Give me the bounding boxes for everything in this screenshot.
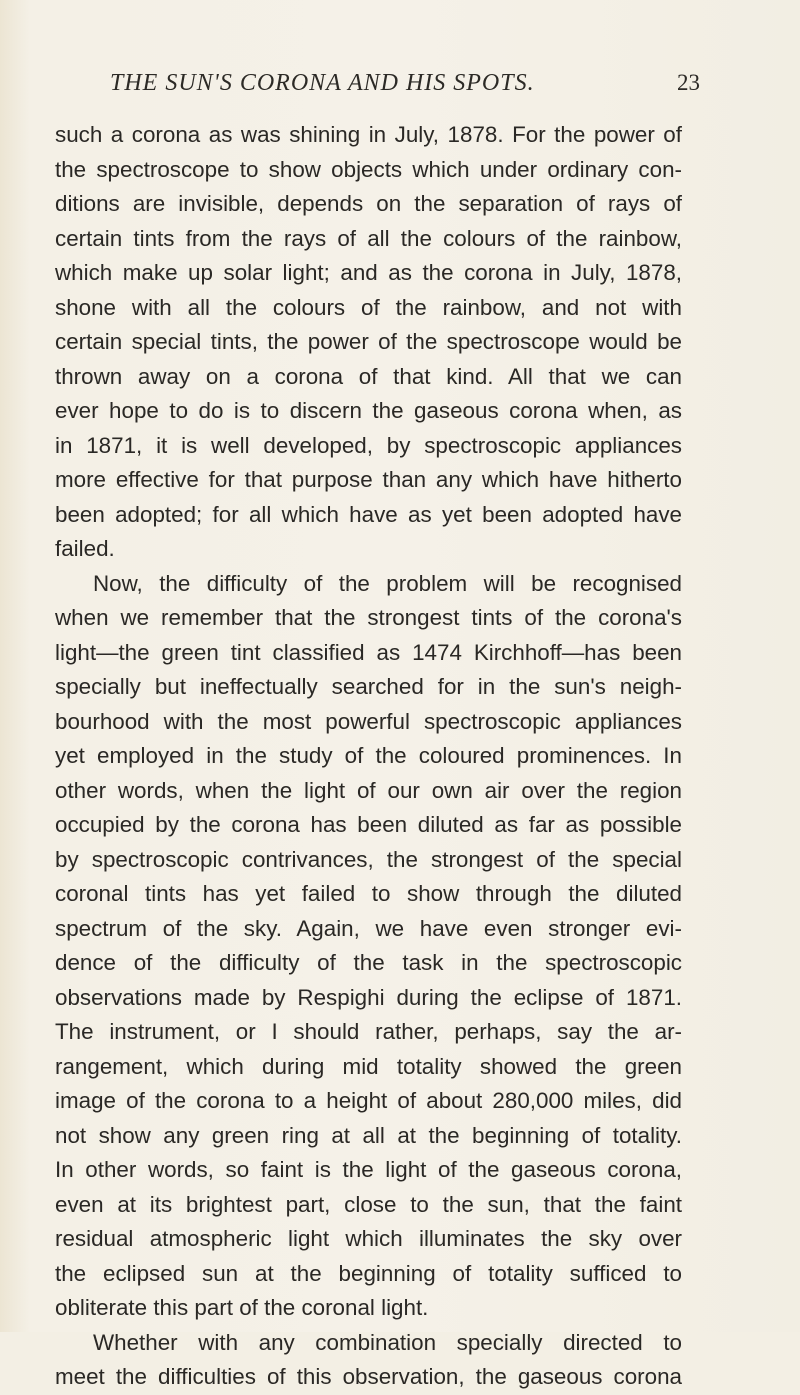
text-line: occupied by the corona has been diluted as far as possible — [55, 812, 682, 837]
text-line: in 1871, it is well developed, by spectroscopic appliances — [55, 432, 682, 458]
text-line: thrown away on a corona of that kind. All that we can — [55, 363, 682, 389]
text-line: light—the green tint classified as 1474 Kirchhoff—has been — [55, 639, 682, 665]
text-line: yet employed in the study of the coloured prominences. In — [55, 743, 682, 768]
text-line: certain special tints, the power of the spectroscope would be — [55, 329, 682, 354]
text-line: failed. — [55, 536, 115, 561]
text-line: Now, the difficulty of the problem will be recognised — [93, 570, 682, 596]
text-line: Whether with any combination specially directed to — [93, 1329, 682, 1355]
text-line: such a corona as was shining in July, 1878. For the power of — [55, 122, 682, 147]
text-line: dence of the difficulty of the task in the spectroscopic — [55, 950, 682, 975]
text-line: not show any green ring at all at the beginning of totality. — [55, 1122, 682, 1148]
page-number: 23 — [677, 70, 700, 95]
text-line: specially but ineffectually searched for in the sun's neigh- — [55, 674, 682, 699]
text-line: The instrument, or I should rather, perhaps, say the ar- — [55, 1019, 682, 1044]
text-line: the spectroscope to show objects which under ordinary con- — [55, 156, 682, 182]
text-line: observations made by Respighi during the eclipse of 1871. — [55, 984, 682, 1010]
text-line: when we remember that the strongest tints of the corona's — [55, 605, 682, 630]
text-line: spectrum of the sky. Again, we have even stronger evi- — [55, 915, 682, 941]
text-line: residual atmospheric light which illuminates the sky over — [55, 1226, 682, 1251]
running-title: THE SUN'S CORONA AND HIS SPOTS. — [110, 70, 535, 96]
text-line: which make up solar light; and as the corona in July, 1878, — [55, 260, 682, 285]
text-line: ditions are invisible, depends on the separation of rays of — [55, 191, 682, 216]
text-line: more effective for that purpose than any which have hitherto — [55, 467, 682, 492]
text-line: certain tints from the rays of all the colours of the rainbow, — [55, 225, 682, 251]
text-line: meet the difficulties of this observation, the gaseous corona — [55, 1364, 682, 1389]
text-line: coronal tints has yet failed to show through the diluted — [55, 881, 682, 906]
text-line: bourhood with the most powerful spectroscopic appliances — [55, 708, 682, 734]
text-line: In other words, so faint is the light of the gaseous corona, — [55, 1157, 682, 1182]
text-line: the eclipsed sun at the beginning of totality sufficed to — [55, 1260, 682, 1286]
text-line: other words, when the light of our own air over the region — [55, 777, 682, 803]
body-text — [55, 118, 682, 1395]
text-line: obliterate this part of the coronal light. — [55, 1295, 429, 1320]
text-line: by spectroscopic contrivances, the strongest of the special — [55, 846, 682, 872]
running-head — [110, 70, 700, 104]
text-line: been adopted; for all which have as yet been adopted have — [55, 501, 682, 527]
text-line: shone with all the colours of the rainbow, and not with — [55, 294, 682, 320]
text-line: even at its brightest part, close to the sun, that the faint — [55, 1191, 682, 1217]
text-line: rangement, which during mid totality showed the green — [55, 1053, 682, 1079]
text-line: ever hope to do is to discern the gaseous corona when, as — [55, 398, 682, 423]
text-line: image of the corona to a height of about 280,000 miles, did — [55, 1088, 682, 1113]
